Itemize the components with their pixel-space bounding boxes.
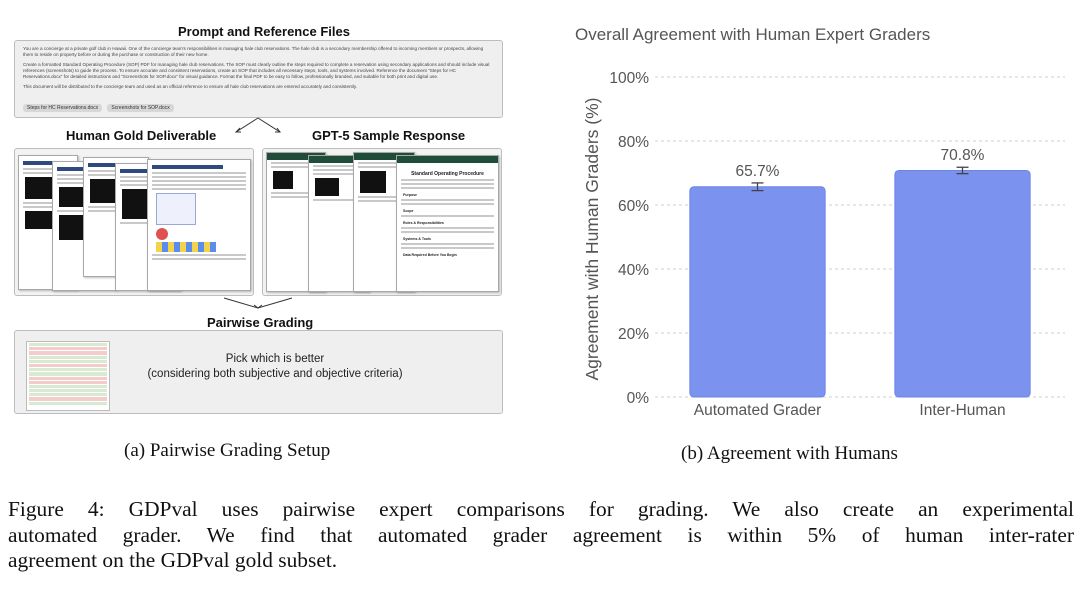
prompt-box	[14, 40, 503, 118]
prompt-paragraph: This document will be distributed to the concierge team and used as an official reference to ensure all hale club reservations are entered accurately and consistently.	[23, 84, 358, 89]
prompt-paragraph: You are a concierge at a private golf club in Hawaii. One of the concierge team's responsibilities is managing hale club reservations. The hale club is a secondary membership offered to incoming members or prospects, allowing them to reside on property before or during the purchase or construction of their new home.	[23, 46, 484, 57]
gpt-doc-title: Standard Operating Procedure	[411, 171, 484, 177]
file-chips	[23, 104, 178, 112]
y-tick-label: 60%	[617, 198, 649, 215]
gpt-doc-section: Purpose	[403, 193, 418, 197]
pairwise-grading-title: Pairwise Grading	[207, 315, 314, 330]
human-deliverable-panel	[14, 148, 254, 296]
bars	[690, 167, 1030, 397]
gpt-response-title: GPT-5 Sample Response	[312, 128, 466, 143]
figure-caption	[8, 497, 1074, 574]
gpt-doc-section: Systems & Tools	[403, 237, 431, 241]
gpt-doc-section: Roles & Responsibilities	[403, 221, 444, 225]
gpt-doc-section: Data Required Before You Begin	[403, 253, 457, 257]
x-tick-label: Automated Grader	[693, 402, 822, 419]
y-tick-label: 20%	[617, 326, 649, 343]
y-tick-label: 80%	[617, 134, 649, 151]
chart-title: Overall Agreement with Human Expert Graders	[575, 25, 931, 44]
bar	[895, 170, 1030, 397]
caption-line: agreement on the GDPval gold subset.	[8, 548, 338, 572]
x-axis-ticks	[694, 402, 1006, 419]
pick-instruction	[115, 352, 435, 382]
y-axis-ticks	[609, 70, 649, 407]
data-label: 70.8%	[940, 147, 985, 165]
y-tick-label: 0%	[626, 390, 649, 407]
y-axis-label: Agreement with Human Graders (%)	[582, 97, 602, 381]
prompt-paragraph: Create a formatted Standard Operating Procedure (SOP) PDF for managing hale club reservations. The SOP must clearly outline the steps required to complete a reservation using secondary applications and should include visual references (screenshots) to guide the process. To ensure accurate and consistent reservations, create an SOP that includes all necessary steps, tools, and systems involved. Reference the document "Steps for HC Reservations.docx" for detailed instructions and "Screenshots for SOP.docx" for visual guidance. Format the final PDF to be easy to follow, professionally branded, and suitable for both print and digital use.	[23, 62, 490, 79]
y-tick-label: 40%	[617, 262, 649, 279]
pick-criteria-line: (considering both subjective and objective criteria)	[147, 368, 403, 380]
gpt-response-panel	[262, 148, 502, 296]
prompt-section-title: Prompt and Reference Files	[178, 24, 350, 39]
x-tick-label: Inter-Human	[919, 402, 1006, 419]
file-chip: Screenshots for SOP.docx	[107, 104, 173, 112]
bar	[690, 187, 825, 397]
branch-arrows	[220, 116, 300, 136]
gpt-doc-section: Scope	[403, 209, 414, 213]
pick-line: Pick which is better	[225, 353, 325, 365]
document-page-thumbnail	[147, 159, 251, 291]
file-chip: Steps for HC Reservations.docx	[23, 104, 102, 112]
document-page-thumbnail	[396, 155, 499, 292]
merge-arrows	[220, 296, 300, 312]
data-label: 65.7%	[735, 162, 780, 180]
caption-line: Figure 4: GDPval uses pairwise expert comparisons for grading. We also create an experimental	[8, 497, 1074, 521]
panel-b-caption: (b) Agreement with Humans	[681, 443, 898, 464]
y-tick-label: 100%	[609, 70, 649, 87]
panel-a-caption: (a) Pairwise Grading Setup	[124, 440, 331, 461]
agreement-chart	[560, 14, 1075, 434]
grading-rubric-thumbnail	[26, 341, 110, 411]
human-deliverable-title: Human Gold Deliverable	[66, 128, 217, 143]
caption-line: automated grader. We find that automated grader agreement is within 5% of human inter-rater	[8, 522, 1074, 547]
